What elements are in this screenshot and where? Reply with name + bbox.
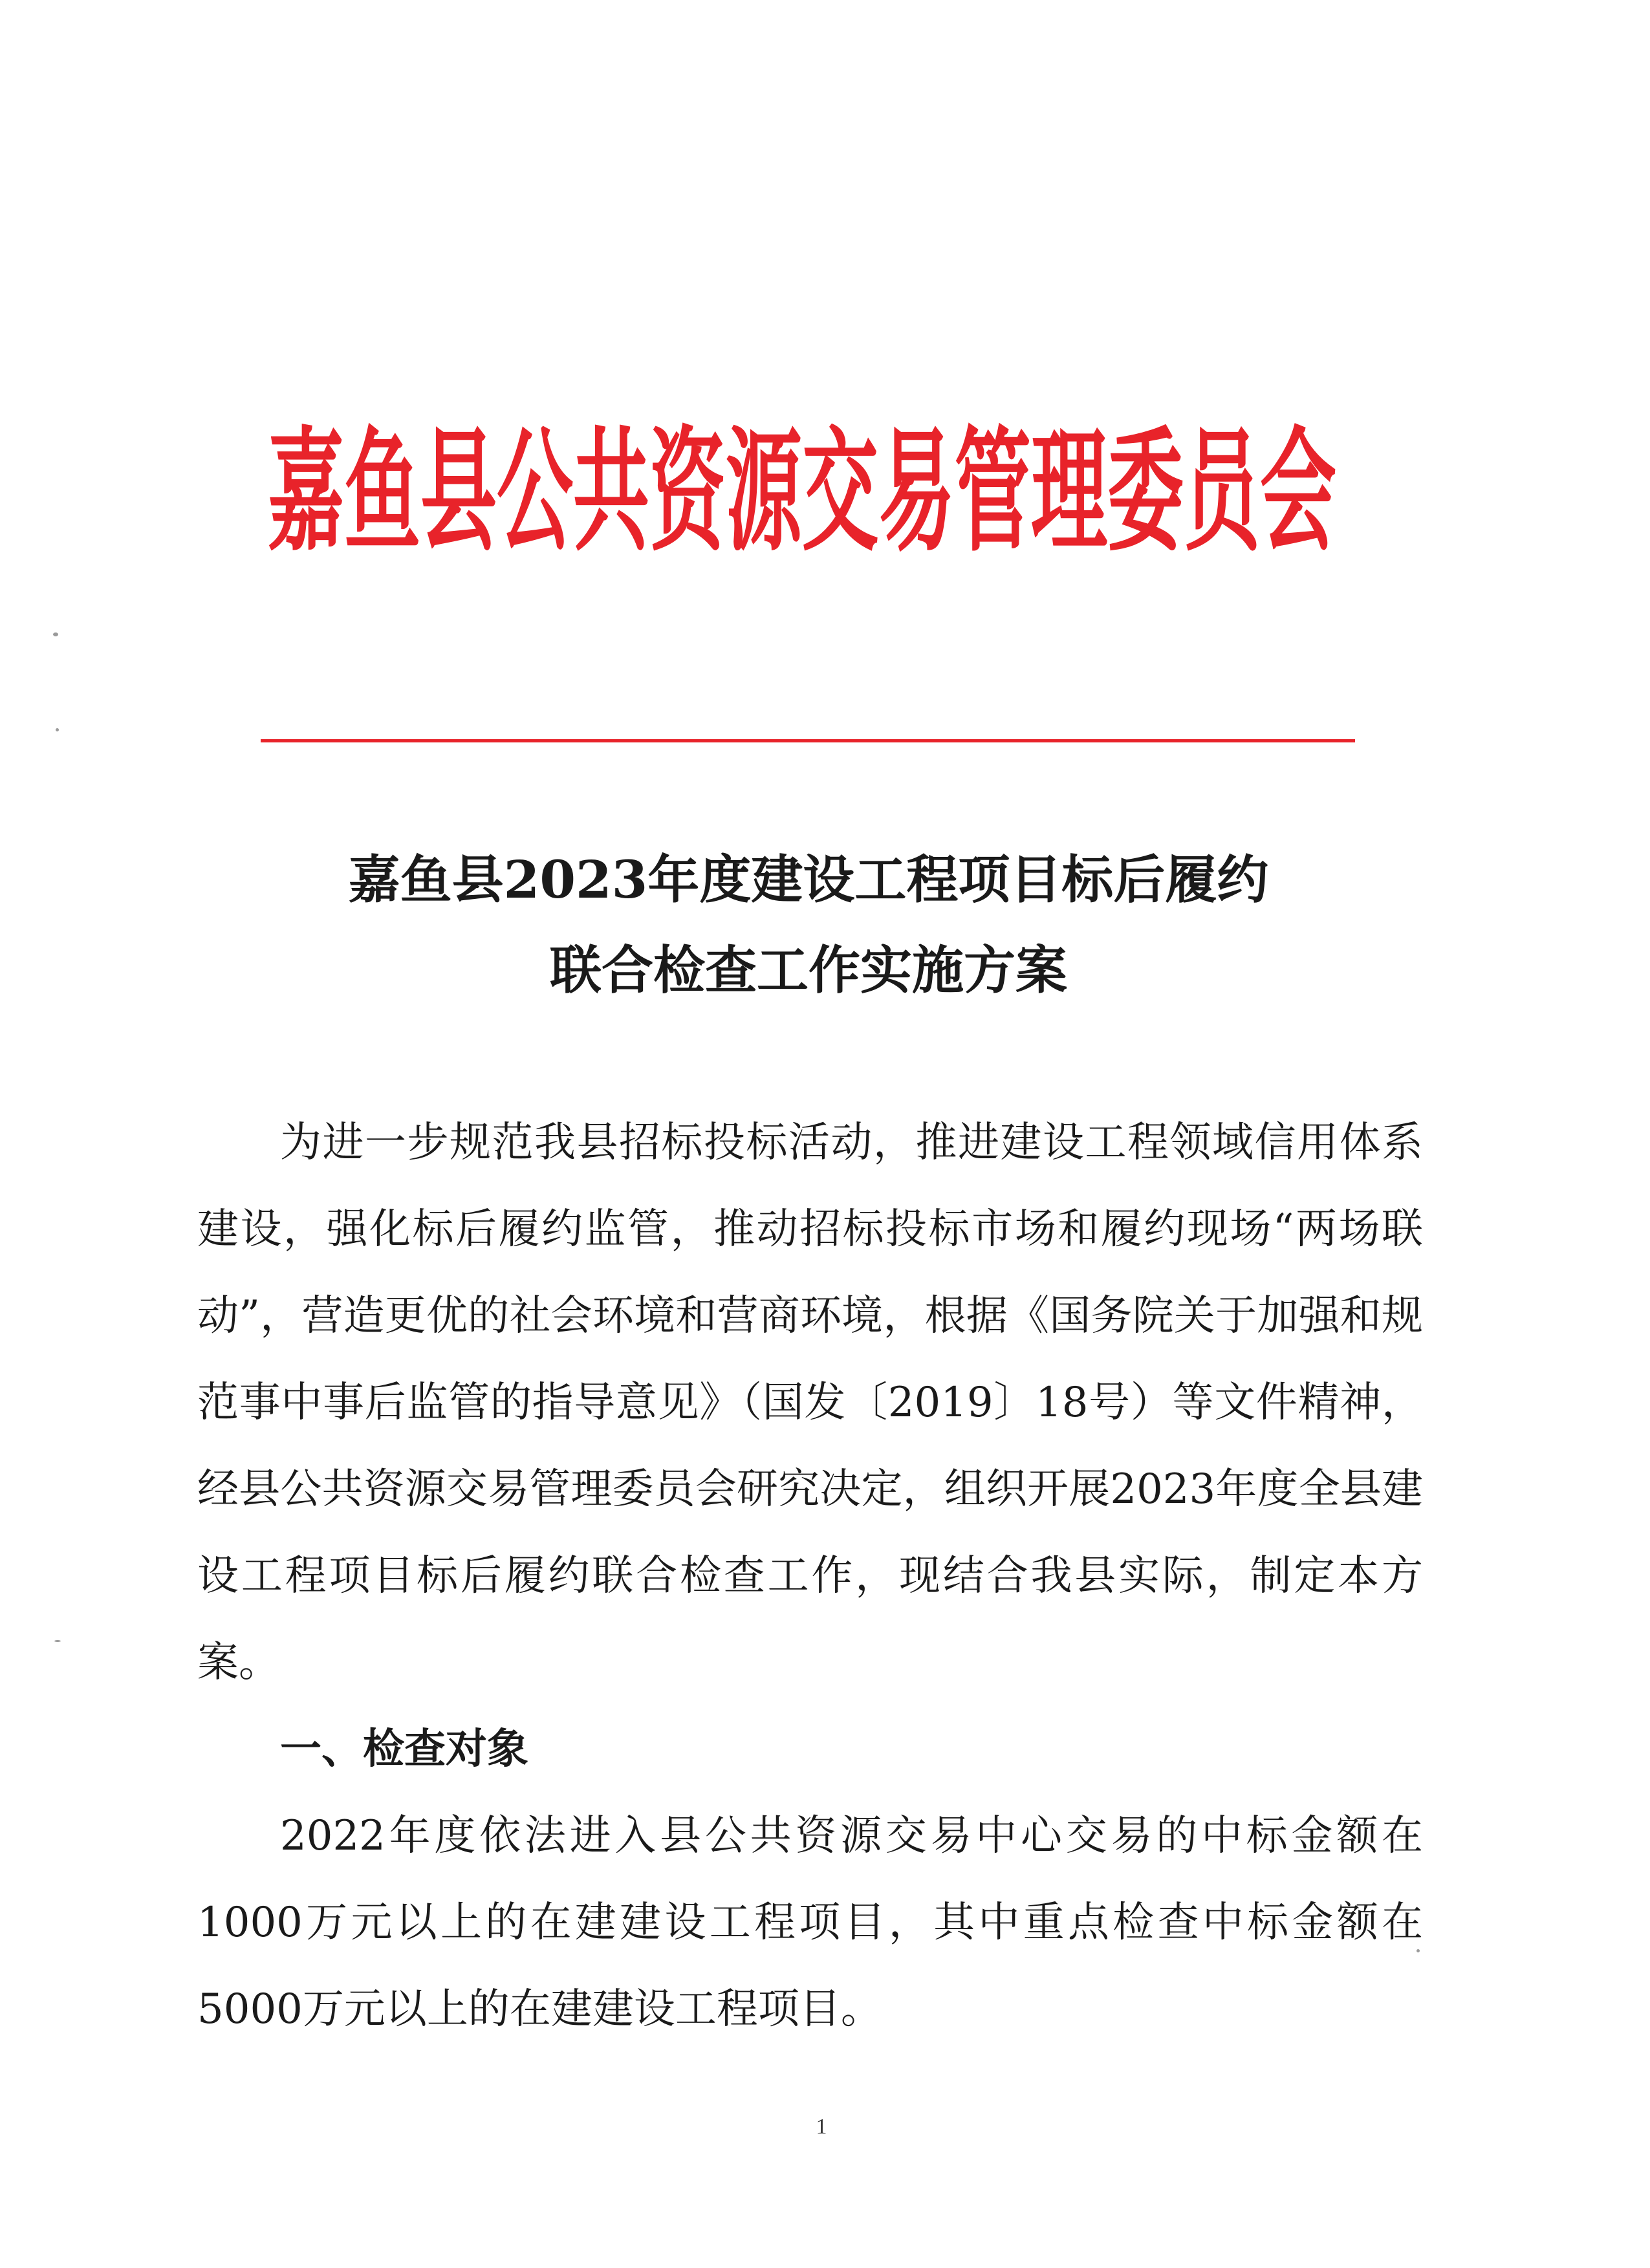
scan-speck (1417, 1949, 1420, 1952)
document-title-line-1: 嘉鱼县2023年度建设工程项目标后履约 (348, 849, 1269, 910)
letterhead-issuer: 嘉鱼县公共资源交易管理委员会 (267, 412, 1336, 570)
page-number: 1 (816, 2115, 827, 2139)
intro-paragraph: 为进一步规范我县招标投标活动，推进建设工程领域信用体系建设，强化标后履约监管，推动招标投标市场和履约现场“两场联动”，营造更优的社会环境和营商环境，根据《国务院关于加强和规范事中事后监管的指导意见》（国发〔2019〕18号）等文件精神，经县公共资源交易管理委员会研究决定，组织开展2023年度全县建设工程项目标后履约联合检查工作，现结合我县实际，制定本方案。 (197, 1119, 1423, 1687)
section-1-paragraph: 2022年度依法进入县公共资源交易中心交易的中标金额在1000万元以上的在建建设工程项目，其中重点检查中标金额在5000万元以上的在建建设工程项目。 (197, 1812, 1423, 2033)
document-title (194, 834, 1423, 1015)
document-title-line-2: 联合检查工作实施方案 (550, 940, 1067, 1000)
scan-speck (54, 1640, 61, 1642)
document-body (197, 1099, 1423, 2053)
letterhead-red-rule (261, 739, 1355, 742)
scan-speck (53, 632, 58, 636)
scan-speck (56, 728, 59, 731)
section-1-heading: 一、检查对象 (280, 1725, 528, 1773)
